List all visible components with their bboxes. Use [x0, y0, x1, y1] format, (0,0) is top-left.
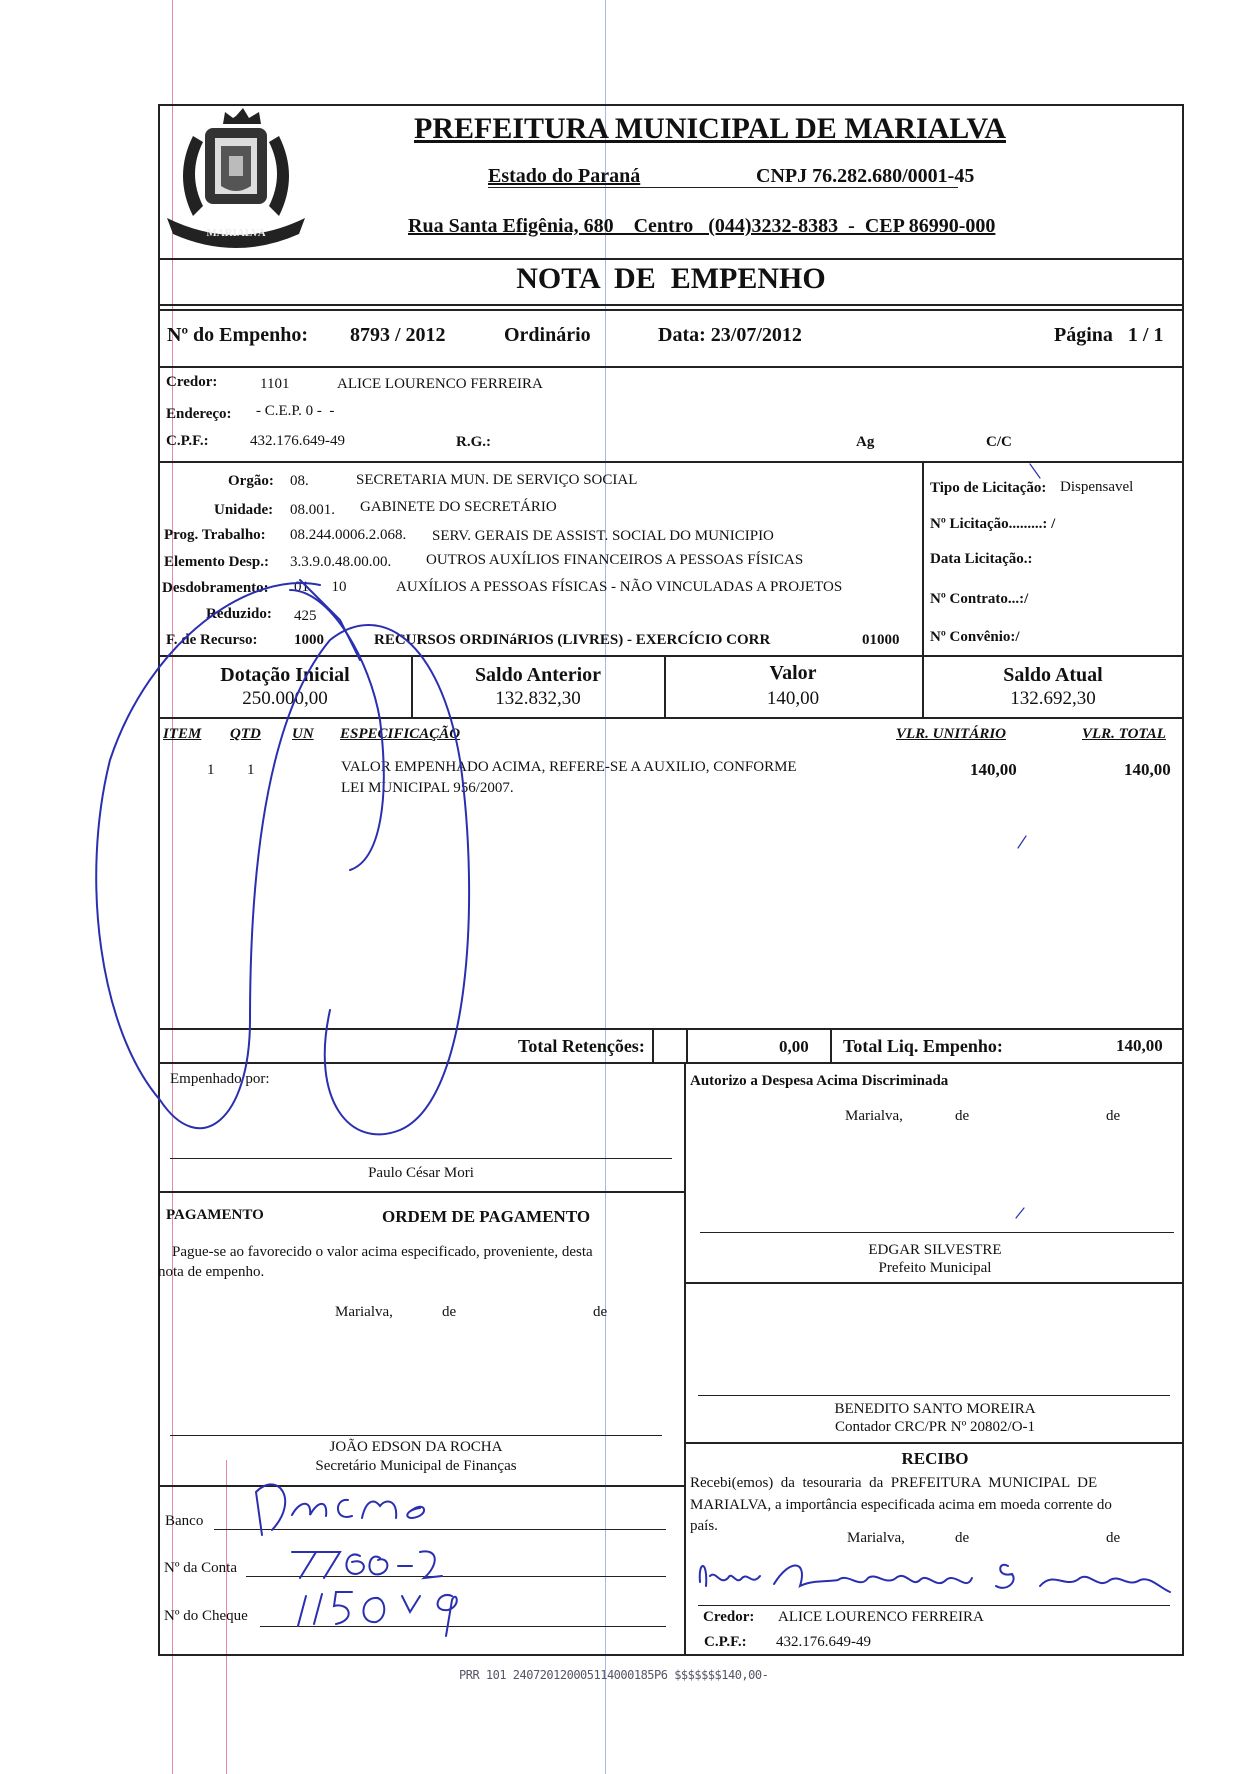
- empenho-label: Nº do Empenho:: [167, 324, 309, 346]
- unidade-label: Unidade:: [214, 502, 274, 518]
- rule: [158, 1191, 684, 1193]
- elem-code: 3.3.9.0.48.00.00.: [290, 554, 392, 570]
- fonte-name: RECURSOS ORDINáRIOS (LIVRES) - EXERCÍCIO CORR: [374, 632, 771, 648]
- recibo-text-3: país.: [690, 1518, 718, 1534]
- reduzido-label: Reduzido:: [206, 606, 272, 622]
- recibo-text-2: MARIALVA, a importância especificada acima em moeda corrente do: [690, 1497, 1112, 1513]
- recibo-text-1: Recebi(emos) da tesouraria da PREFEITURA MUNICIPAL DE: [690, 1475, 1098, 1491]
- empenho-number: 8793 / 2012: [350, 324, 446, 346]
- banco-line: [214, 1529, 666, 1530]
- crest-logo: [163, 106, 309, 256]
- liq-empenho-value: 140,00: [1116, 1036, 1163, 1055]
- fonte-label: F. de Recurso:: [166, 632, 258, 648]
- elem-label: Elemento Desp.:: [164, 554, 269, 570]
- prefeito-name: EDGAR SILVESTRE: [868, 1242, 1002, 1258]
- autorizo-de-1: de: [955, 1108, 970, 1124]
- col-spec: ESPECIFICAÇÃO: [340, 726, 461, 742]
- conta-label: Nº da Conta: [164, 1560, 237, 1576]
- rule: [158, 655, 1184, 657]
- desd-label: Desdobramento:: [162, 580, 269, 596]
- row-spec-line2: LEI MUNICIPAL 956/2007.: [341, 780, 514, 796]
- address: Rua Santa Efigênia, 680 Centro (044)3232-8383 - CEP 86990-000: [408, 215, 996, 237]
- elem-name: OUTROS AUXÍLIOS FINANCEIROS A PESSOAS FÍSICAS: [426, 552, 804, 568]
- recibo-cpf-value: 432.176.649-49: [776, 1634, 871, 1650]
- row-total-value: 140,00: [1124, 760, 1171, 779]
- valor-label: Valor: [769, 662, 817, 684]
- orgao-code: 08.: [290, 473, 309, 489]
- pagamento-label: PAGAMENTO: [166, 1207, 264, 1223]
- pagamento-de-2: de: [593, 1304, 608, 1320]
- tipo-licitacao-value: Dispensavel: [1060, 479, 1134, 495]
- rule-v: [686, 1028, 688, 1062]
- rule: [158, 1028, 1184, 1030]
- rg-label: R.G.:: [456, 434, 491, 450]
- address-label: Endereço:: [166, 406, 232, 422]
- saldo-anterior-value: 132.832,30: [495, 688, 581, 709]
- pagamento-text-1: Pague-se ao favorecido o valor acima especificado, proveniente, desta: [172, 1244, 593, 1260]
- recibo-cpf-label: C.P.F.:: [704, 1634, 747, 1650]
- orgao-label: Orgão:: [228, 473, 274, 489]
- contrato-number: Nº Contrato...:/: [930, 591, 1029, 607]
- secretario-name: JOÃO EDSON DA ROCHA: [329, 1439, 503, 1455]
- convenio-number: Nº Convênio:/: [930, 629, 1020, 645]
- contador-name: BENEDITO SANTO MOREIRA: [834, 1401, 1036, 1417]
- tipo-licitacao-label: Tipo de Licitação:: [930, 480, 1047, 496]
- reduzido-code: 425: [294, 608, 317, 624]
- liq-empenho-label: Total Liq. Empenho:: [843, 1036, 1003, 1056]
- crest-text: MARIALVA: [206, 227, 266, 239]
- pagamento-text-2: nota de empenho.: [158, 1264, 265, 1280]
- recibo-credor-value: ALICE LOURENCO FERREIRA: [778, 1609, 984, 1625]
- recibo-credor-label: Credor:: [703, 1609, 755, 1625]
- cnpj: CNPJ 76.282.680/0001-45: [756, 165, 975, 187]
- saldo-anterior-label: Saldo Anterior: [474, 664, 602, 686]
- secretario-role: Secretário Municipal de Finanças: [315, 1458, 517, 1474]
- pagamento-de-1: de: [442, 1304, 457, 1320]
- rule: [158, 366, 1184, 368]
- rule: [684, 1442, 1184, 1444]
- cc-label: C/C: [986, 434, 1012, 450]
- licitacao-date: Data Licitação.:: [930, 551, 1033, 567]
- prefeito-role: Prefeito Municipal: [878, 1260, 992, 1276]
- saldo-atual-value: 132.692,30: [1010, 688, 1096, 709]
- desd-name: AUXÍLIOS A PESSOAS FÍSICAS - NÃO VINCULADAS A PROJETOS: [396, 579, 843, 595]
- signature-line: [700, 1232, 1174, 1233]
- rule: [158, 1062, 1184, 1064]
- credor-label: Credor:: [166, 374, 218, 390]
- rule: [684, 1282, 1184, 1284]
- row-spec-line1: VALOR EMPENHADO ACIMA, REFERE-SE A AUXILIO, CONFORME: [341, 759, 797, 775]
- rule-v: [922, 461, 924, 655]
- empenhado-label: Empenhado por:: [170, 1071, 270, 1087]
- recibo-label: RECIBO: [901, 1449, 969, 1468]
- fonte-num: 01000: [862, 632, 900, 648]
- recibo-de-1: de: [955, 1530, 970, 1546]
- signature-line: [170, 1158, 672, 1159]
- prog-name: SERV. GERAIS DE ASSIST. SOCIAL DO MUNICIPIO: [432, 528, 774, 544]
- prog-code: 08.244.0006.2.068.: [290, 527, 407, 543]
- cheque-line: [260, 1626, 666, 1627]
- retencoes-label: Total Retenções:: [518, 1036, 645, 1056]
- rule: [158, 309, 1184, 311]
- signature-line: [698, 1605, 1170, 1606]
- rule-v: [684, 1062, 686, 1656]
- row-item: 1: [207, 762, 215, 778]
- rule-v: [830, 1028, 832, 1062]
- desd-code: 01 10: [294, 579, 347, 595]
- row-unit-value: 140,00: [970, 760, 1017, 779]
- row-qtd: 1: [247, 762, 255, 778]
- autorizo-label: Autorizo a Despesa Acima Discriminada: [690, 1073, 949, 1089]
- licitacao-number: Nº Licitação.........: /: [930, 516, 1056, 532]
- recibo-place: Marialva,: [847, 1530, 905, 1546]
- cheque-label: Nº do Cheque: [164, 1608, 248, 1624]
- conta-line: [246, 1576, 666, 1577]
- document-title: NOTA DE EMPENHO: [516, 262, 826, 295]
- fonte-code: 1000: [294, 632, 324, 648]
- col-item: ITEM: [163, 726, 202, 742]
- credor-cpf: 432.176.649-49: [250, 433, 345, 449]
- credor-name: ALICE LOURENCO FERREIRA: [337, 376, 543, 392]
- banco-label: Banco: [165, 1513, 204, 1529]
- retencoes-value: 0,00: [779, 1037, 809, 1056]
- credor-address: - C.E.P. 0 - -: [256, 403, 335, 419]
- rule: [158, 461, 1184, 463]
- empenho-date: Data: 23/07/2012: [658, 324, 802, 346]
- col-total: VLR. TOTAL: [1082, 726, 1166, 742]
- autorizo-place: Marialva,: [845, 1108, 903, 1124]
- rule: [158, 258, 1184, 260]
- unidade-code: 08.001.: [290, 502, 335, 518]
- rule: [158, 717, 1184, 719]
- rule: [158, 304, 1184, 306]
- empenho-type: Ordinário: [504, 324, 591, 346]
- footer-code: PRR 101 240720120005114000185P6 $$$$$$$140,00-: [459, 1668, 769, 1682]
- prog-label: Prog. Trabalho:: [164, 527, 266, 543]
- dotacao-inicial-label: Dotação Inicial: [220, 664, 350, 686]
- orgao-name: SECRETARIA MUN. DE SERVIÇO SOCIAL: [356, 472, 638, 488]
- unidade-name: GABINETE DO SECRETÁRIO: [360, 499, 557, 515]
- empenhado-name: Paulo César Mori: [368, 1165, 474, 1181]
- pagamento-place: Marialva,: [335, 1304, 393, 1320]
- contador-role: Contador CRC/PR Nº 20802/O-1: [834, 1419, 1036, 1435]
- col-un: UN: [292, 726, 314, 742]
- ag-label: Ag: [856, 434, 875, 450]
- rule: [158, 1485, 684, 1487]
- autorizo-de-2: de: [1106, 1108, 1121, 1124]
- recibo-de-2: de: [1106, 1530, 1121, 1546]
- credor-code: 1101: [260, 376, 290, 392]
- col-unit: VLR. UNITÁRIO: [896, 726, 1007, 742]
- col-qtd: QTD: [230, 726, 261, 742]
- cpf-label: C.P.F.:: [166, 433, 209, 449]
- ordem-pagamento-label: ORDEM DE PAGAMENTO: [382, 1207, 591, 1226]
- page-number: Página 1 / 1: [1054, 324, 1164, 346]
- signature-line: [698, 1395, 1170, 1396]
- rule-v: [652, 1028, 654, 1062]
- state-name: Estado do Paraná: [488, 165, 641, 187]
- valor-value: 140,00: [766, 688, 820, 709]
- signature-line: [170, 1435, 662, 1436]
- dotacao-inicial-value: 250.000,00: [242, 688, 328, 709]
- saldo-atual-label: Saldo Atual: [1003, 664, 1103, 686]
- city-hall-title: PREFEITURA MUNICIPAL DE MARIALVA: [414, 112, 1007, 145]
